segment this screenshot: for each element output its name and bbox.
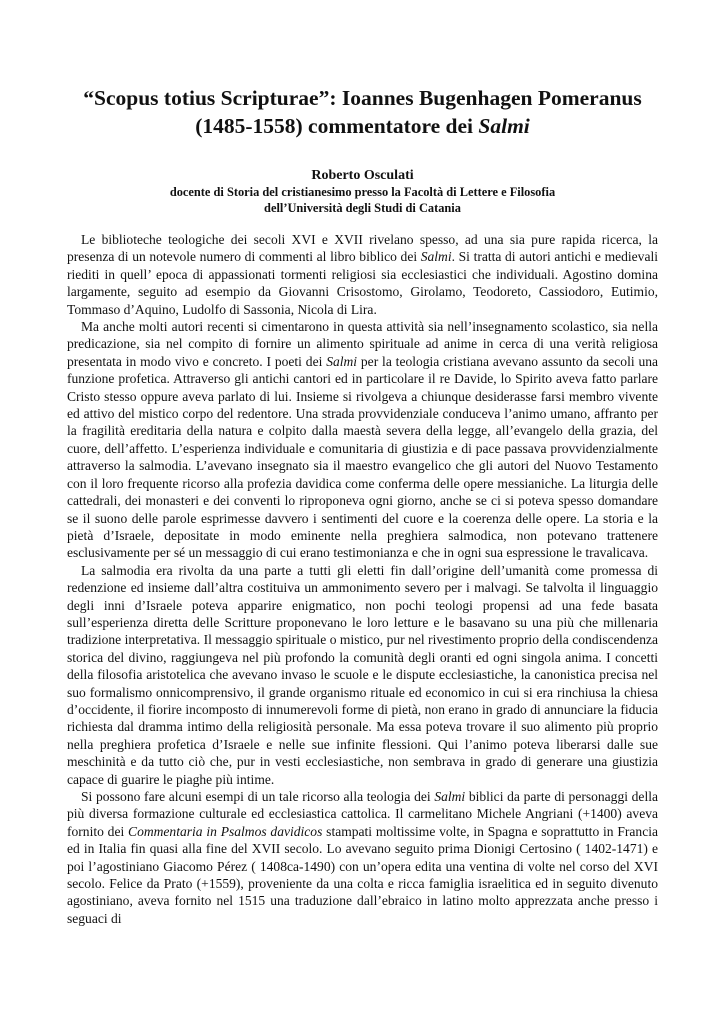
title-italic-salmi: Salmi	[478, 114, 530, 138]
article-title	[67, 84, 658, 140]
p4-text-b: biblici da parte di personaggi della più diversa formazione culturale ed ecclesiastica cattolica. Il carmelitano Michele Angriani (+1400) aveva fornito dei	[67, 789, 658, 839]
p4-text-a: Si possono fare alcuni esempi di un tale ricorso alla teologia dei	[81, 789, 435, 804]
author-affiliation	[67, 185, 658, 216]
p1-italic-1: Salmi	[420, 249, 452, 265]
p1-text-b: . Si tratta di autori antichi e medievali riediti in quell’ epoca di appassionati tormenti religiosi sia ecclesiastici che individuali. Agostino domina largamente, seguito ad esempio da Giovanni Crisostomo, Girolamo, Teodoreto, Cassiodoro, Eutimio, Tommaso d’Aquino, Ludolfo di Sassonia, Nicola di Lira.	[67, 249, 658, 317]
p4-italic-1: Salmi	[434, 789, 466, 804]
p2-text-a: Ma anche molti autori recenti si cimentarono in questa attività sia nell’insegnamento scolastico, sia nella predicazione, sia nel compito di fornire un alimento spirituale ad anime in cerca di una verità religiosa presentata in modo vivo e concreto. I poeti dei	[67, 319, 658, 369]
affiliation-line-2: dell’Università degli Studi di Catania	[264, 200, 461, 215]
title-line-2	[67, 112, 658, 140]
affiliation-line-1: docente di Storia del cristianesimo presso la Facoltà di Lettere e Filosofia	[169, 185, 556, 199]
p1-text-a: Le biblioteche teologiche dei secoli XVI e XVII rivelano spesso, ad una sia pure rapida ricerca, la presenza di un notevole numero di commenti al libro biblico dei	[67, 232, 658, 265]
paragraph-3	[67, 562, 658, 788]
article-body	[67, 231, 658, 927]
p4-italic-2: Commentaria in Psalmos davidicos	[128, 823, 323, 839]
p3-text-a: La salmodia era rivolta da una parte a tutti gli eletti fin dall’origine dell’umanità come promessa di redenzione ed insieme dall’altra costituiva un ammonimento severo per i malvagi. Se talvolta il linguaggio degli inni d’Israele poteva apparire enigmatico, non pochi teologi propensi ad una fede basata sull’esperienza diretta delle Scritture proponevano le loro letture e le basavano su una più che millenaria tradizione interpretativa. Il messaggio spirituale o mistico, pur nel rivestimento proprio della condiscendenza storica del divino, raggiungeva nel più profondo la comunità degli oranti ed ogni singola anima. I concetti della filosofia aristotelica che avevano invaso le scuole e le dispute ecclesiastiche, la canonistica precisa nel suo formalismo onnicomprensivo, il grande organismo rituale ed economico in cui si era rinchiusa la chiesa d’occidente, il fiorire incomposto di innumerevoli forme di pietà, non erano in grado di annunciare la fiducia richiesta dal dramma intimo della religiosità personale. Ma essa poteva trovare il suo alimento più proprio nella preghiera profetica d’Israele e nelle sue infinite flessioni. Qui l’animo poteva liberarsi dalle sue meschinità e da tutto ciò che, pur in vesti ecclesiastiche, non sembrava in grado di generare una giustizia capace di guarire le piaghe più intime.	[67, 562, 658, 787]
author-name: Roberto Osculati	[311, 168, 414, 183]
p4-text-c: stampati moltissime volte, in Spagna e soprattutto in Francia ed in Italia fin quasi alla fine del XVII secolo. Lo avevano seguito prima Dionigi Certosino ( 1402-1471) e poi l’agostiniano Giacomo Pérez ( 1408ca-1490) con un’opera edita una ventina di volte nel corso del XVI secolo. Felice da Prato (+1559), proveniente da una colta e ricca famiglia israelitica ed in seguito divenuto agostiniano, aveva fornito nel 1515 una traduzione dall’ebraico in latino molto apprezzata anche presso i seguaci di	[67, 823, 658, 926]
title-line-1: “Scopus totius Scripturae”: Ioannes Bugenhagen Pomeranus	[83, 86, 642, 110]
paragraph-4	[67, 788, 658, 927]
title-line-2-text: (1485-1558) commentatore dei	[195, 114, 479, 138]
paragraph-2	[67, 318, 658, 562]
p2-text-b: per la teologia cristiana avevano assunto da secoli una funzione profetica. Attraverso gli antichi cantori ed in particolare il re Davide, lo Spirito aveva fatto parlare Cristo stesso oppure aveva parlato di lui. Insieme si rivolgeva a chiunque desiderasse farsi membro vivente ed attivo del mistico corpo del redentore. Una strada provvidenziale conduceva l’animo umano, affranto per la fragilità ereditaria della natura e colpito dalla maestà severa della legge, all’evangelo della grazia, del cuore, dell’affetto. L’esperienza individuale e comunitaria di giustizia e di pace passava provvidenzialmente attraverso la salmodia. L’avevano insegnato sia il maestro evangelico che gli autori del Nuovo Testamento con il loro frequente ricorso alla profezia davidica come conferma delle opere messianiche. La liturgia delle cattedrali, dei monasteri e dei conventi lo riproponeva ogni giorno, anche se ci si poteva spesso domandare se il suono delle parole esprimesse davvero i sentimenti del cuore e la coerenza delle opere. La storia e la pietà d’Israele, depositate in modo eminente nella preghiera salmodica, non potevano trattenere esclusivamente per sé un messaggio di cui erano testimonianza e che in ogni sua espressione le travalicava.	[67, 353, 658, 561]
p2-italic-1: Salmi	[326, 353, 358, 369]
paragraph-1	[67, 231, 658, 318]
